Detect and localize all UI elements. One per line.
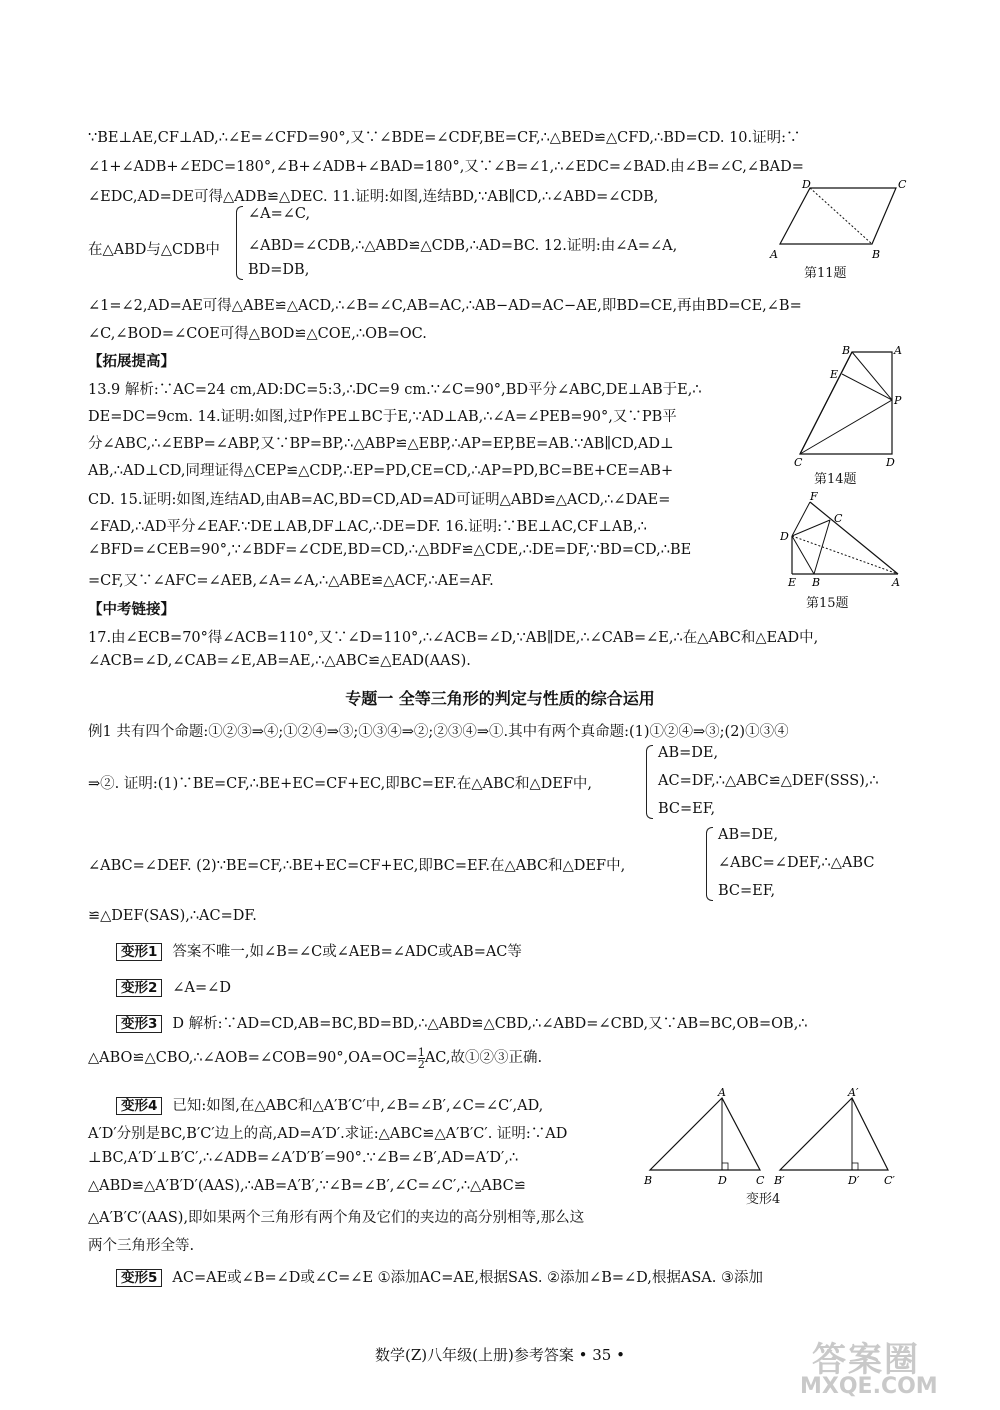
brace-row: ∠ABC=∠DEF,∴△ABC	[718, 855, 875, 871]
brace-row: ∠A=∠C,	[248, 206, 311, 222]
caption-variant-4: 变形4	[746, 1192, 781, 1207]
label-P: P	[894, 394, 902, 407]
brace-row: BC=EF,	[658, 801, 716, 817]
answer-line: DE=DC=9cm. 14.证明:如图,过P作PE⊥BC于E,∵AD⊥AB,∴∠A=∠PEB=90°,又∵PB平	[88, 409, 677, 425]
label-F: F	[810, 490, 818, 503]
variant-label: 变形1	[116, 943, 162, 961]
answer-line: AB,∴AD⊥CD,同理证得△CEP≌△CDP,∴EP=PD,CE=CD,∴AP=PD,BC=BE+CE=AB+	[88, 463, 674, 479]
watermark-text: 答案圈	[812, 1340, 920, 1380]
example-line: ≌△DEF(SAS),∴AC=DF.	[88, 908, 257, 924]
answer-line: 17.由∠ECB=70°得∠ACB=110°,又∵∠D=110°,∴∠ACB=∠D,∵AB∥DE,∴∠CAB=∠E,∴在△ABC和△EAD中,	[88, 630, 819, 646]
fraction	[418, 1047, 425, 1070]
label-B: B	[842, 344, 851, 357]
figure-15	[780, 490, 904, 590]
answer-line: =CF,又∵∠AFC=∠AEB,∠A=∠A,∴△ABE≌△ACF,∴AE=AF.	[88, 573, 494, 589]
label-D: D	[886, 456, 895, 468]
answer-line: ∠EDC,AD=DE可得△ADB≌△DEC. 11.证明:如图,连结BD,∵AB∥CD,∴∠ABD=∠CDB,	[88, 189, 659, 205]
variant-label: 变形2	[116, 979, 162, 997]
fraction-numerator: 1	[417, 1045, 425, 1059]
variant-4	[116, 1094, 543, 1115]
answer-line: ∵BE⊥AE,CF⊥AD,∴∠E=∠CFD=90°,又∵∠BDE=∠CDF,BE=CF,∴△BED≌△CFD,∴BD=CD. 10.证明:∵	[88, 130, 801, 146]
variant-text: 已知:如图,在△ABC和△A′B′C′中,∠B=∠B′,∠C=∠C′,AD,	[172, 1098, 544, 1114]
brace-row: AB=DE,	[658, 745, 719, 761]
label-D: D	[718, 1174, 727, 1187]
label-D: D	[802, 178, 811, 191]
variant-text: ⊥BC,A′D′⊥B′C′,∴∠ADB=∠A′D′B′=90°.∵∠B=∠B′,AD=A′D′,∴	[88, 1150, 519, 1166]
brace-row: AC=DF,∴△ABC≌△DEF(SSS),∴	[658, 773, 879, 789]
page-footer: 数学(Z)八年级(上册)参考答案 • 35 •	[375, 1346, 625, 1364]
variant-1	[116, 940, 522, 961]
variant-2	[116, 976, 231, 996]
answer-line: 13.9 解析:∵AC=24 cm,AD:DC=5:3,∴DC=9 cm.∵∠C=90°,BD平分∠ABC,DE⊥AB于E,∴	[88, 382, 702, 398]
answer-line: CD. 15.证明:如图,连结AD,由AB=AC,BD=CD,AD=AD可证明△ABD≌△ACD,∴∠DAE=	[88, 492, 671, 508]
variant-text: 两个三角形全等.	[88, 1238, 195, 1254]
brace-row: BC=EF,	[718, 883, 776, 899]
label-B: B	[812, 576, 821, 589]
section-heading: 【中考链接】	[88, 602, 175, 618]
label-A-prime: A′	[848, 1086, 859, 1099]
section-heading: 【拓展提高】	[88, 354, 175, 370]
label-E: E	[788, 576, 797, 589]
label-D-prime: D′	[848, 1174, 860, 1187]
label-C: C	[794, 456, 803, 468]
watermark-url: MXQE.COM	[800, 1374, 938, 1399]
example-line: ⇒②. 证明:(1)∵BE=CF,∴BE+EC=CF+EC,即BC=EF.在△ABC和△DEF中,	[88, 776, 593, 792]
label-A: A	[718, 1086, 726, 1099]
label-A: A	[770, 248, 778, 261]
caption-fig11: 第11题	[804, 266, 847, 281]
figure-14	[786, 342, 910, 468]
variant-text: △ABD≌△A′B′D′(AAS),∴AB=A′B′,∵∠B=∠B′,∠C=∠C′,∴△ABC≌	[88, 1178, 526, 1194]
figure-variant-4	[640, 1086, 904, 1194]
topic-title: 专题一 全等三角形的判定与性质的综合运用	[345, 689, 655, 708]
example-line: ∠ABC=∠DEF. (2)∵BE=CF,∴BE+EC=CF+EC,即BC=EF.在△ABC和△DEF中,	[88, 858, 626, 874]
label-B: B	[872, 248, 881, 261]
answer-line: ∠1+∠ADB+∠EDC=180°,∠B+∠ADB+∠BAD=180°,又∵∠B=∠1,∴∠EDC=∠BAD.由∠B=∠C,∠BAD=	[88, 159, 804, 175]
fraction-denominator: 2	[417, 1057, 425, 1071]
answer-line: ∠C,∠BOD=∠COE可得△BOD≌△COE,∴OB=OC.	[88, 326, 427, 342]
label-A: A	[894, 344, 902, 357]
caption-fig15: 第15题	[806, 596, 849, 611]
variant-text: AC=AE或∠B=∠D或∠C=∠E ①添加AC=AE,根据SAS. ②添加∠B=∠D,根据ASA. ③添加	[172, 1270, 763, 1286]
label-C: C	[834, 512, 843, 525]
variant-text: ∠A=∠D	[172, 980, 231, 996]
variant-text: D 解析:∵AD=CD,AB=BC,BD=BD,∴△ABD≌△CBD,∴∠ABD=∠CBD,又∵AB=BC,OB=OB,∴	[172, 1016, 808, 1032]
answer-line: ∠FAD,∴AD平分∠EAF.∵DE⊥AB,DF⊥AC,∴DE=DF. 16.证明:∵BE⊥AC,CF⊥AB,∴	[88, 519, 647, 535]
answer-line: ∠BFD=∠CEB=90°,∵∠BDF=∠CDE,BD=CD,∴△BDF≌△CDE,∴DE=DF,∵BD=CD,∴BE	[88, 542, 692, 558]
label-C-prime: C′	[884, 1174, 895, 1187]
variant-3	[116, 1012, 808, 1033]
example-line: 例1 共有四个命题:①②③⇒④;①②④⇒③;①③④⇒②;②③④⇒①.其中有两个真命题:(1)①②④⇒③;(2)①③④	[88, 724, 789, 740]
label-A: A	[892, 576, 900, 589]
watermark-logo	[792, 1332, 982, 1402]
variant-text: △A′B′C′(AAS),即如果两个三角形有两个角及它们的夹边的高分别相等,那么这	[88, 1210, 585, 1226]
label-C: C	[756, 1174, 765, 1187]
variant-text: A′D′分别是BC,B′C′边上的高,AD=A′D′.求证:△ABC≌△A′B′C′. 证明:∵AD	[88, 1126, 568, 1142]
label-B: B	[644, 1174, 653, 1187]
variant-text: △ABO≌△CBO,∴∠AOB=∠COB=90°,OA=OC=	[88, 1050, 418, 1066]
label-B-prime: B′	[774, 1174, 785, 1187]
caption-fig14: 第14题	[814, 472, 857, 487]
label-D: D	[780, 530, 789, 543]
variant-3-line2	[88, 1046, 542, 1070]
answer-line: 分∠ABC,∴∠EBP=∠ABP,又∵BP=BP,∴△ABP≌△EBP,∴AP=EP,BE=AB.∵AB∥CD,AD⊥	[88, 436, 674, 452]
variant-label: 变形3	[116, 1015, 162, 1033]
answer-line: ∠1=∠2,AD=AE可得△ABE≌△ACD,∴∠B=∠C,AB=AC,∴AB−AD=AC−AE,即BD=CE,再由BD=CE,∠B=	[88, 298, 802, 314]
brace-row: ∠ABD=∠CDB,∴△ABD≌△CDB,∴AD=BC. 12.证明:由∠A=∠A,	[248, 238, 678, 254]
label-E: E	[830, 368, 839, 381]
answer-line: 在△ABD与△CDB中	[88, 242, 220, 258]
variant-5	[116, 1266, 763, 1287]
label-C: C	[898, 178, 907, 191]
brace-row: BD=DB,	[248, 262, 310, 278]
brace-row: AB=DE,	[718, 827, 779, 843]
answer-line: ∠ACB=∠D,∠CAB=∠E,AB=AE,∴△ABC≌△EAD(AAS).	[88, 653, 471, 669]
variant-text: AC,故①②③正确.	[424, 1050, 543, 1066]
variant-label: 变形4	[116, 1097, 162, 1115]
variant-label: 变形5	[116, 1269, 162, 1287]
variant-text: 答案不唯一,如∠B=∠C或∠AEB=∠ADC或AB=AC等	[172, 944, 522, 960]
